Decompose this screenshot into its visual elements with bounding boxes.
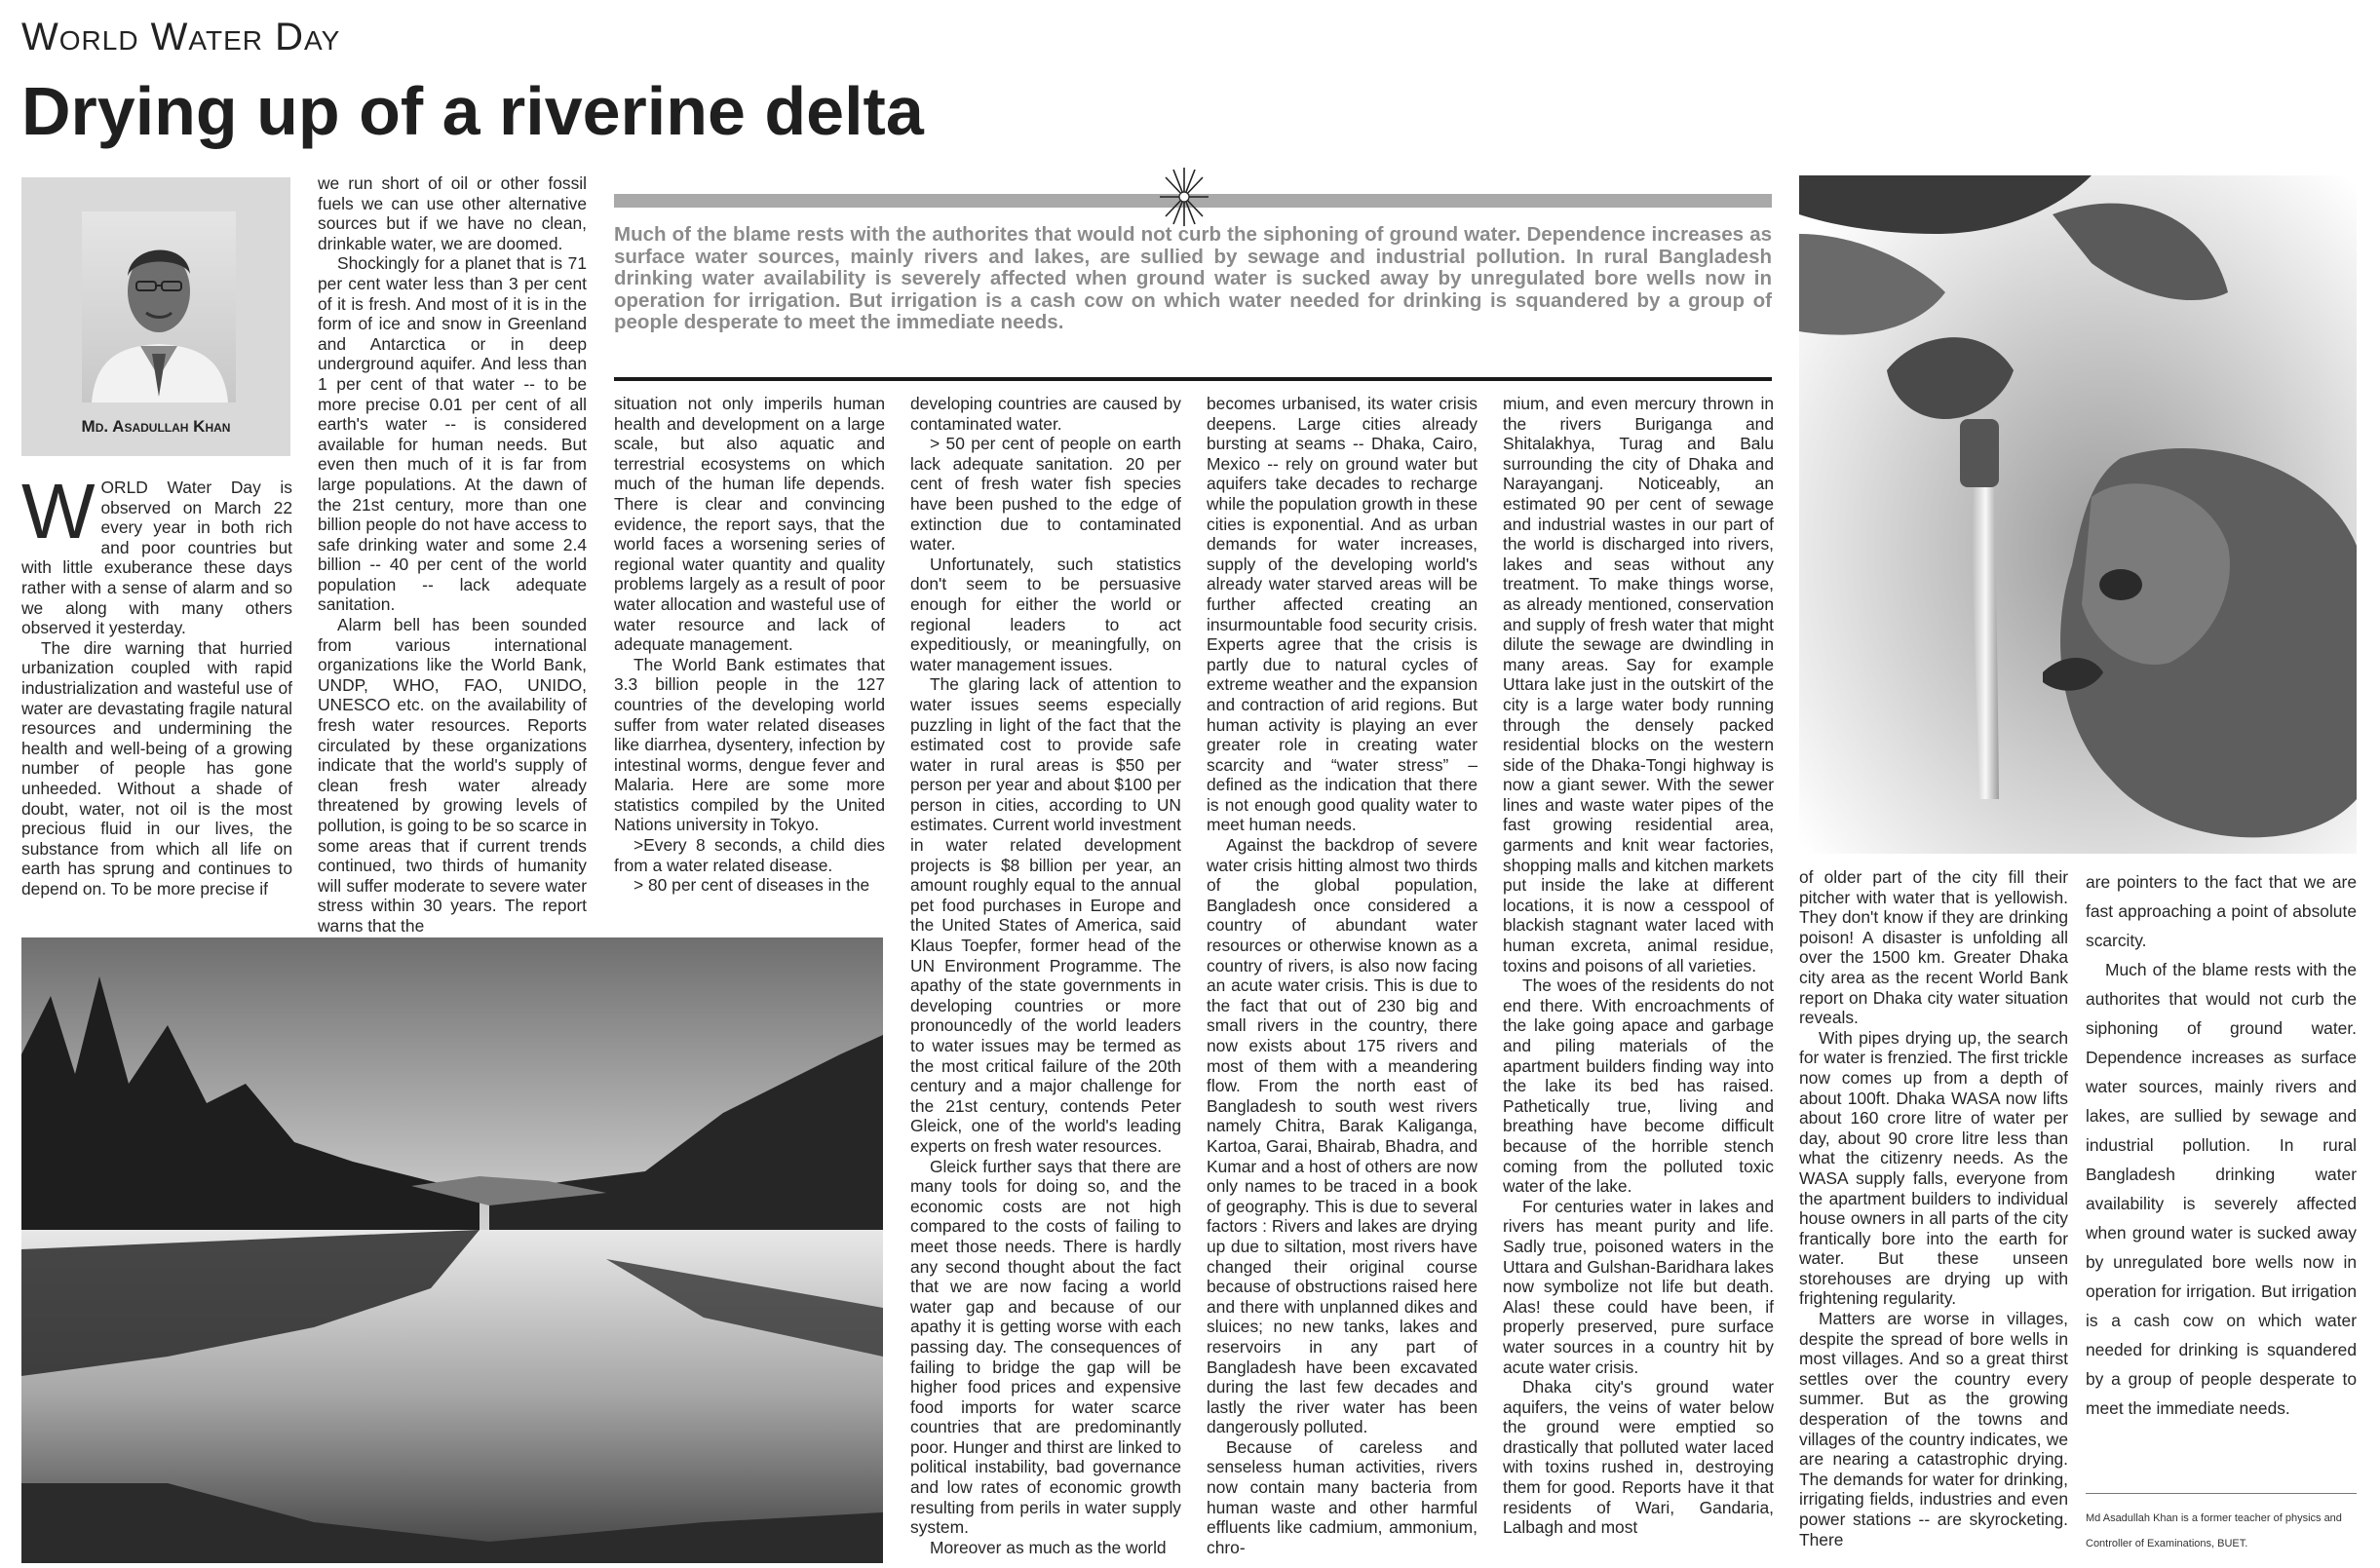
- article-paragraph: Shockingly for a planet that is 71 per cent water less than 3 per cent of it is fresh. And most of it is in the form of ice and snow in Greenland and Antarctica or in deep underground aquifer. And less than 1 per cent of that water -- to be more precise 0.01 per cent of all earth's water -- is considered available for human needs. But even then much of it is far from large populations. At the dawn of the 21st century, more than one billion people do not have access to safe drinking water and some 2.4 billion -- 40 per cent of the world population -- lack adequate sanitation.: [318, 253, 587, 615]
- article-paragraph: Matters are worse in villages, despite the spread of bore wells in most villages. And so a great thirst settles over the country every summer. But as the growing desperation of the towns and villages of the country indicates, we are nearing a catastrophic drying. The demands for water for drinking, irrigating fields, industries and even power stations -- are skyrocketing. There: [1799, 1309, 2068, 1549]
- article-paragraph: mium, and even mercury thrown in the rivers Buriganga and Shitalakhya, Turag and Balu surrounding the city of Dhaka and Narayanganj. Noticeably, an estimated 90 per cent of sewage and industrial wastes in our part of the world is discharged into rivers, lakes and seas without any treatment. To make things worse, as already mentioned, conservation and supply of fresh water that might dilute the sewage are dwindling in many areas. Say for example Uttara lake just in the outskirt of the city is a large water body running through the densely packed residential blocks on the western side of the Dhaka-Tongi highway is now a giant sewer. With the sewer lines and waste water pipes of the fast growing residential area, garments and knit wear factories, shopping malls and kitchen markets put inside the lake at different locations, it is now a cesspool of blackish stagnant water laced with human excreta, animal residue, toxins and poisons of all varieties.: [1503, 394, 1774, 975]
- pull-quote: Much of the blame rests with the authorites that would not curb the siphoning of ground water. Dependence increases as surface water sources, mainly rivers and lakes, are sullied by sewage and industrial pollution. In rural Bangladesh drinking water availability is severely affected when ground water is sucked away by unregulated bore wells now in operation for irrigation. But irrigation is a cash cow on which water needed for drinking is squandered by a group of people desperate to meet the immediate needs.: [614, 223, 1772, 334]
- article-paragraph: Against the backdrop of severe water crisis hitting almost two thirds of the global population, Bangladesh once considered a country of abundant water resources or otherwise known as a country of rivers, is also now facing an acute water crisis. This is due to the fact that out of 230 big and small rivers in the country, there now exists about 175 rivers and most of them with a meandering flow. From the north east of Bangladesh to south west rivers namely Chitra, Barak Kaliganga, Kartoa, Garai, Bhairab, Bhadra, and Kumar and a host of others are now only names to be traced in a book of geography. This is due to several factors : Rivers and lakes are drying up due to siltation, most rivers have changed their original course because of obstructions raised here and there with unplanned dikes and sluices; no new tanks, lakes and reservoirs in any part of Bangladesh have been excavated during the last few decades and lastly the river water has been dangerously polluted.: [1207, 835, 1478, 1437]
- article-paragraph: Moreover as much as the world: [930, 1537, 1167, 1557]
- article-paragraph: situation not only imperils human health and development on a large scale, but also aquatic and terrestrial ecosystems on which much of the human life depends. There is clear and convincing evidence, the report says, that the world faces a worsening series of regional water quantity and quality problems largely as a result of poor water allocation and wasteful use of water resource and lack of adequate management.: [614, 394, 885, 655]
- article-paragraph: WORLD Water Day is observed on March 22 every year in both rich and poor countries but with little exuberance these days rather with a sense of alarm and so we along with many others observed it yesterday.: [21, 468, 292, 638]
- article-paragraph: are pointers to the fact that we are fast approaching a point of absolute scarcity.: [2086, 872, 2357, 950]
- pull-quote-bottom-rule: [614, 377, 1772, 381]
- article-column-3: [614, 394, 885, 896]
- article-paragraph: Alarm bell has been sounded from various international organizations like the World Bank, UNDP, WHO, FAO, UNIDO, UNESCO etc. on the availability of fresh water resources. Reports circulated by these organizations indicate that the world's supply of clean fresh water already threatened by growing levels of pollution, is going to be so scarce in some areas that if current trends continued, two thirds of humanity will suffer moderate to severe water stress within 30 years. The report warns that the: [318, 615, 587, 936]
- article-paragraph: Because of careless and senseless human activities, rivers now contain many bacteria from human waste and other harmful effluents like cadmium, ammonium, chro-: [1207, 1436, 1478, 1557]
- author-note: Md Asadullah Khan is a former teacher of physics and Controller of Examinations, BUET.: [2086, 1512, 2342, 1549]
- article-paragraph: The glaring lack of attention to water issues seems especially puzzling in light of the fact that the estimated cost to provide safe water in rural areas is $50 per person per year and about $100 per person in cities, according to UN estimates. Current world investment in water related development projects is $8 billion per year, an amount roughly equal to the annual pet food purchases in Europe and the United States of America, said Klaus Toepfer, former head of the UN Environment Programme. The apathy of the state governments in developing countries or more pronouncedly of the world leaders to water issues may be termed as the most critical failure of the 20th century and a major challenge for the 21st century, contends Peter Gleick, one of the world's leading experts on fresh water resources.: [910, 674, 1181, 1156]
- article-paragraph: Dhaka city's ground water aquifers, the veins of water below the ground were emptied so drastically that polluted water laced with toxins rushed in, destroying them for good. Reports have it that residents of Wari, Gandaria, Lalbagh and most: [1503, 1377, 1774, 1538]
- child-drinking-photo: [1799, 175, 2357, 854]
- article-column-5: [1207, 394, 1478, 1557]
- article-paragraph: we run short of oil or other fossil fuels we can use other alternative sources but if we have no clean, drinkable water, we are doomed.: [318, 173, 587, 253]
- article-paragraph: Gleick further says that there are many tools for doing so, and the economic costs are not high compared to the costs of failing to meet those needs. There is hardly any second thought about the fact that we are now facing a world water gap and because of our apathy it is getting worse with each passing day. The consequences of failing to bridge the gap will be higher food prices and expensive food imports for water scarce countries that are predominantly poor. Hunger and thirst are linked to political instability, bad governance and low rates of economic growth resulting from perils in water supply system.: [910, 1156, 1181, 1538]
- author-portrait: [82, 211, 236, 402]
- lake-photo: [21, 937, 883, 1563]
- section-kicker: World Water Day: [21, 16, 341, 58]
- starburst-icon: [1160, 168, 1209, 226]
- article-column-2: [318, 173, 587, 937]
- article-paragraph: > 50 per cent of people on earth lack adequate sanitation. 20 per cent of fresh water fish species have been pushed to the edge of extinction due to contaminated water.: [910, 434, 1181, 555]
- headline: Drying up of a riverine delta: [21, 73, 924, 149]
- article-paragraph: > 80 per cent of diseases in the: [633, 875, 870, 896]
- article-column-6: [1503, 394, 1774, 1538]
- article-paragraph: Much of the blame rests with the authorites that would not curb the siphoning of ground water. Dependence increases as surface water sources, mainly rivers and lakes, are sullied by sewage and industrial pollution. In rural Bangladesh drinking water availability is severely affected when ground water is sucked away by unregulated bore wells now in operation for irrigation. But irrigation is a cash cow on which water needed for drinking is squandered by a group of people desperate to meet the immediate needs.: [2086, 960, 2357, 1418]
- byline: Md. Asadullah Khan: [81, 417, 231, 436]
- article-column-1: [21, 468, 292, 899]
- article-paragraph: developing countries are caused by contaminated water.: [910, 394, 1181, 434]
- article-paragraph: The World Bank estimates that 3.3 billion people in the 127 countries of the developing world suffer from water related diseases like diarrhea, dysentery, infection by intestinal worms, dengue fever and Malaria. Here are some more statistics compiled by the United Nations university in Tokyo.: [614, 654, 885, 835]
- article-paragraph: of older part of the city fill their pitcher with water that is yellowish. They don't know if they are drinking poison! A disaster is unfolding all over the 1500 km. Greater Dhaka city area as the recent World Bank report on Dhaka city water situation reveals.: [1799, 867, 2068, 1028]
- article-paragraph: With pipes drying up, the search for water is frenzied. The first trickle now comes up from a depth of about 100ft. Dhaka WASA now lifts about 160 crore litre of water per day, about 90 crore litre less than what the citizenry needs. As the WASA supply falls, everyone from the apartment builders to individual house owners in all parts of the city frantically bore into the earth for water. But these unseen storehouses are drying up with frightening regularity.: [1799, 1027, 2068, 1309]
- article-paragraph: >Every 8 seconds, a child dies from a water related disease.: [614, 835, 885, 875]
- article-column-4: [910, 394, 1181, 1557]
- article-paragraph: For centuries water in lakes and rivers has meant purity and life. Sadly true, poisoned waters in the Uttara and Gulshan-Baridhara lakes now symbolize not life but death. Alas! these could have been, if properly preserved, pure surface water sources in a country hit by acute water crisis.: [1503, 1196, 1774, 1377]
- article-column-7: [1799, 867, 2068, 1549]
- article-paragraph: The woes of the residents do not end there. With encroachments of the lake going apace and garbage and piling materials of the apartment builders finding way into the lake its bed has raised. Pathetically true, living and breathing have become difficult because of the horrible stench coming from the polluted toxic water of the lake.: [1503, 975, 1774, 1197]
- article-paragraph: The dire warning that hurried urbanization coupled with rapid industrialization and wasteful use of water are devastating fragile natural resources and undermining the health and well-being of a growing number of people has gone unheeded. Without a shade of doubt, water, not oil is the most precious fluid in our lives, the substance from which all life on earth has sprung and continues to depend on. To be more precise if: [21, 637, 292, 899]
- article-column-8: [2086, 867, 2357, 1423]
- drop-cap: W: [21, 468, 96, 555]
- article-paragraph: becomes urbanised, its water crisis deepens. Large cities already bursting at seams -- Dhaka, Cairo, Mexico -- rely on ground water but aquifers take decades to recharge while the population growth in these cities is exponential. And as urban demands for water increases, supply of the developing world's already water starved areas will be further affected creating an insurmountable food security crisis. Experts agree that the crisis is partly due to natural cycles of extreme weather and the expansion and contraction of arid regions. But human activity is playing an ever greater role in creating water scarcity and “water stress” – defined as the indication that there is not enough good quality water to meet human needs.: [1207, 394, 1478, 835]
- author-note-rule: [2086, 1493, 2357, 1494]
- article-paragraph: Unfortunately, such statistics don't seem to be persuasive enough for either the world or regional leaders to act expeditiously, or meaningfully, on water management issues.: [910, 554, 1181, 674]
